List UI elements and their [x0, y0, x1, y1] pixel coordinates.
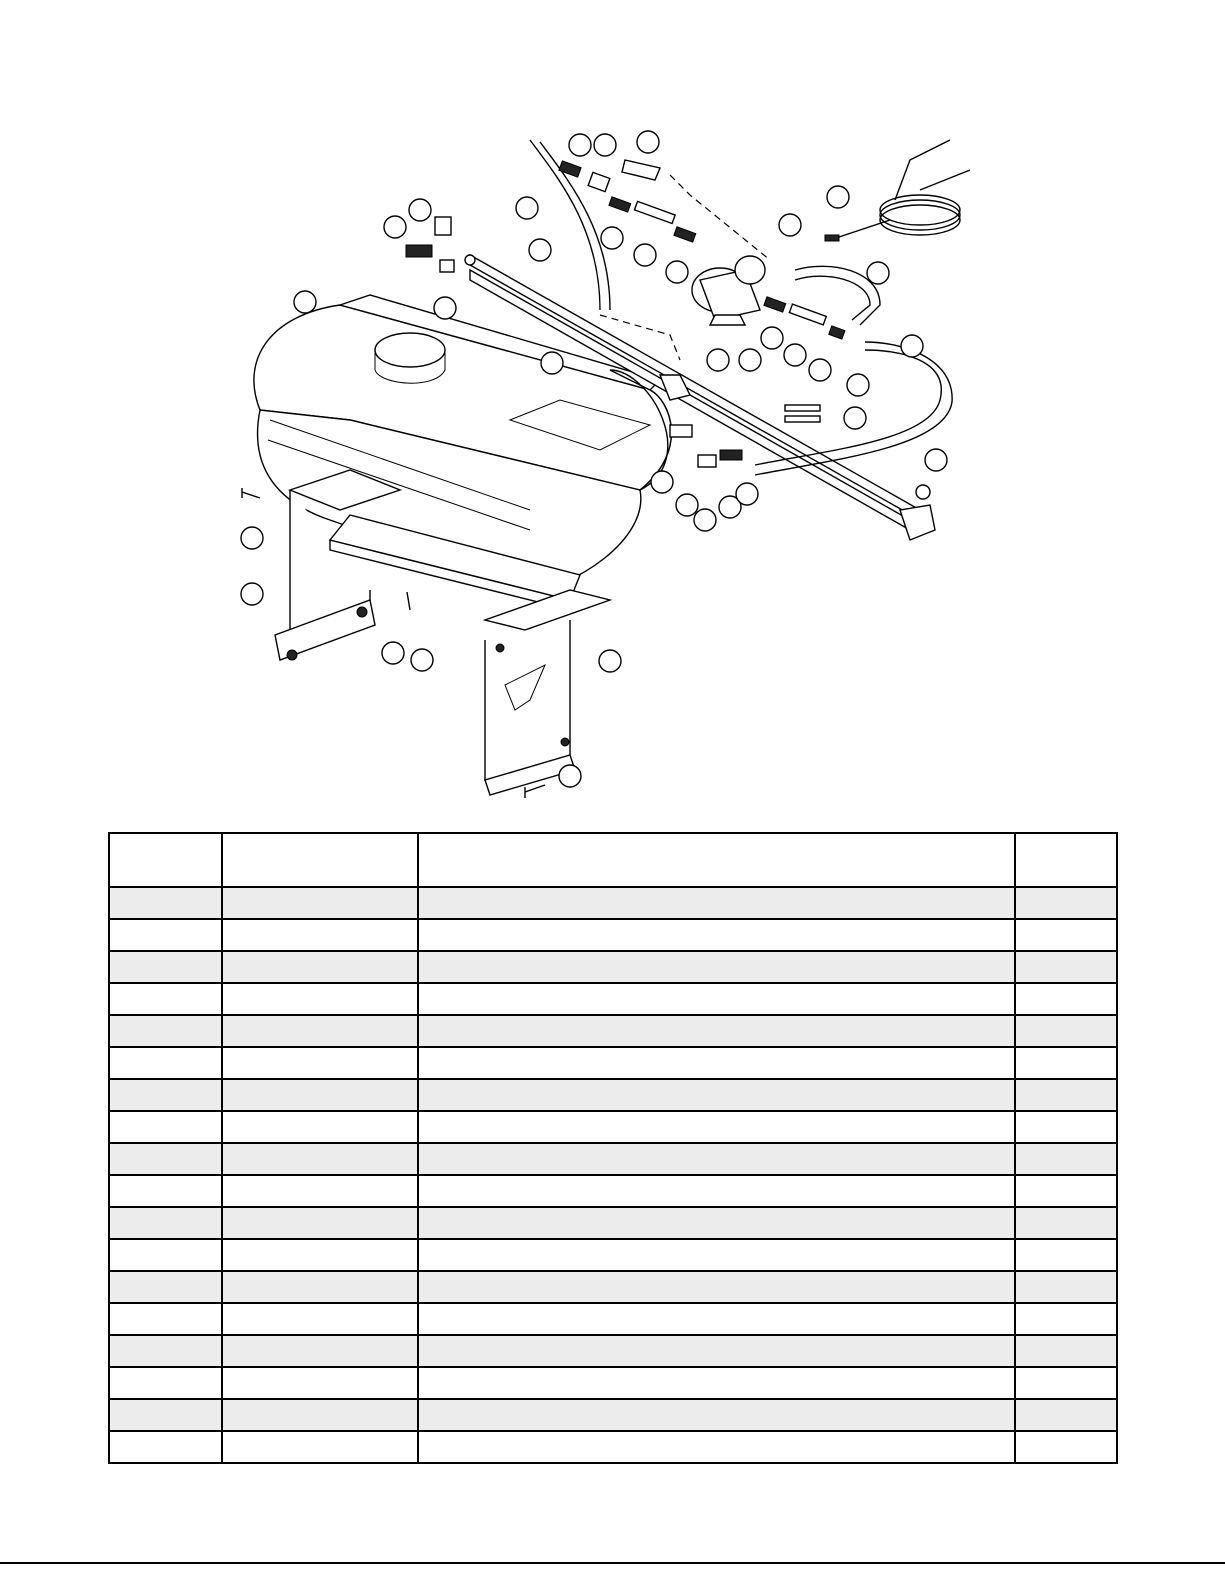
- table-row: [109, 919, 1117, 951]
- col-header-item: [109, 833, 222, 887]
- table-row: [109, 1175, 1117, 1207]
- table-cell: [418, 1271, 1015, 1303]
- table-cell: [418, 1399, 1015, 1431]
- table-row: [109, 1079, 1117, 1111]
- table-cell: [418, 951, 1015, 983]
- right-mount-bracket: [485, 590, 610, 795]
- table-header-row: [109, 833, 1117, 887]
- table-row: [109, 1303, 1117, 1335]
- table-cell: [1015, 1047, 1117, 1079]
- table-cell: [222, 1015, 418, 1047]
- table-row: [109, 1431, 1117, 1463]
- table-cell: [222, 1175, 418, 1207]
- table-cell: [222, 1431, 418, 1463]
- bolt-left: [242, 488, 260, 498]
- table-cell: [1015, 1207, 1117, 1239]
- table-cell: [222, 1047, 418, 1079]
- table-row: [109, 1271, 1117, 1303]
- sprayer-assembly-drawing: [230, 120, 1010, 820]
- table-cell: [1015, 1335, 1117, 1367]
- table-cell: [109, 919, 222, 951]
- table-row: [109, 1015, 1117, 1047]
- table-row: [109, 887, 1117, 919]
- col-header-quantity: [1015, 833, 1117, 887]
- pump: [692, 256, 765, 325]
- col-header-description: [418, 833, 1015, 887]
- table-cell: [222, 1111, 418, 1143]
- table-cell: [222, 983, 418, 1015]
- col-header-part-number: [222, 833, 418, 887]
- table-cell: [1015, 1143, 1117, 1175]
- table-cell: [418, 1303, 1015, 1335]
- table-cell: [418, 919, 1015, 951]
- table-cell: [222, 1367, 418, 1399]
- table-row: [109, 1047, 1117, 1079]
- table-cell: [222, 1143, 418, 1175]
- table-row: [109, 951, 1117, 983]
- table-cell: [1015, 951, 1117, 983]
- table-cell: [109, 1047, 222, 1079]
- table-cell: [109, 1399, 222, 1431]
- table-cell: [1015, 1239, 1117, 1271]
- table-cell: [222, 1399, 418, 1431]
- table-cell: [418, 1239, 1015, 1271]
- table-cell: [109, 1431, 222, 1463]
- table-row: [109, 1367, 1117, 1399]
- table-cell: [109, 951, 222, 983]
- wire-route-dashed: [670, 175, 770, 260]
- table-cell: [1015, 919, 1117, 951]
- table-cell: [1015, 1399, 1117, 1431]
- table-cell: [418, 887, 1015, 919]
- table-cell: [222, 951, 418, 983]
- table-cell: [1015, 1111, 1117, 1143]
- table-cell: [222, 1271, 418, 1303]
- bolt-bottom: [525, 785, 545, 798]
- table-cell: [418, 1367, 1015, 1399]
- table-row: [109, 983, 1117, 1015]
- table-cell: [1015, 1175, 1117, 1207]
- table-cell: [109, 1015, 222, 1047]
- table-cell: [109, 1143, 222, 1175]
- table-cell: [418, 1111, 1015, 1143]
- table-cell: [222, 1335, 418, 1367]
- table-cell: [418, 1015, 1015, 1047]
- table-cell: [109, 1207, 222, 1239]
- table-cell: [109, 1303, 222, 1335]
- table-row: [109, 1143, 1117, 1175]
- table-cell: [418, 1207, 1015, 1239]
- table-cell: [109, 1335, 222, 1367]
- table-cell: [222, 1239, 418, 1271]
- table-cell: [1015, 887, 1117, 919]
- table-cell: [1015, 1271, 1117, 1303]
- table-cell: [1015, 1079, 1117, 1111]
- table-row: [109, 1399, 1117, 1431]
- table-cell: [109, 1111, 222, 1143]
- table-cell: [109, 1367, 222, 1399]
- table-row: [109, 1239, 1117, 1271]
- table-cell: [418, 983, 1015, 1015]
- table-row: [109, 1111, 1117, 1143]
- table-row: [109, 1335, 1117, 1367]
- table-cell: [1015, 1431, 1117, 1463]
- table-cell: [1015, 1303, 1117, 1335]
- table-cell: [222, 1207, 418, 1239]
- table-cell: [109, 887, 222, 919]
- exploded-parts-diagram: [230, 120, 1010, 820]
- table-cell: [109, 1175, 222, 1207]
- table-cell: [109, 1079, 222, 1111]
- table-cell: [418, 1175, 1015, 1207]
- table-cell: [418, 1335, 1015, 1367]
- table-cell: [1015, 1367, 1117, 1399]
- table-cell: [1015, 983, 1117, 1015]
- table-cell: [222, 1303, 418, 1335]
- bolt-center: [407, 592, 410, 610]
- table-cell: [418, 1143, 1015, 1175]
- table-cell: [222, 919, 418, 951]
- table-row: [109, 1207, 1117, 1239]
- table-cell: [109, 1239, 222, 1271]
- table-cell: [418, 1047, 1015, 1079]
- table-cell: [222, 887, 418, 919]
- table-cell: [418, 1431, 1015, 1463]
- table-cell: [1015, 1015, 1117, 1047]
- parts-list-table: [108, 832, 1118, 1464]
- table-cell: [109, 983, 222, 1015]
- table-cell: [109, 1271, 222, 1303]
- table-cell: [222, 1079, 418, 1111]
- table-cell: [418, 1079, 1015, 1111]
- footer-rule: [0, 1562, 1225, 1564]
